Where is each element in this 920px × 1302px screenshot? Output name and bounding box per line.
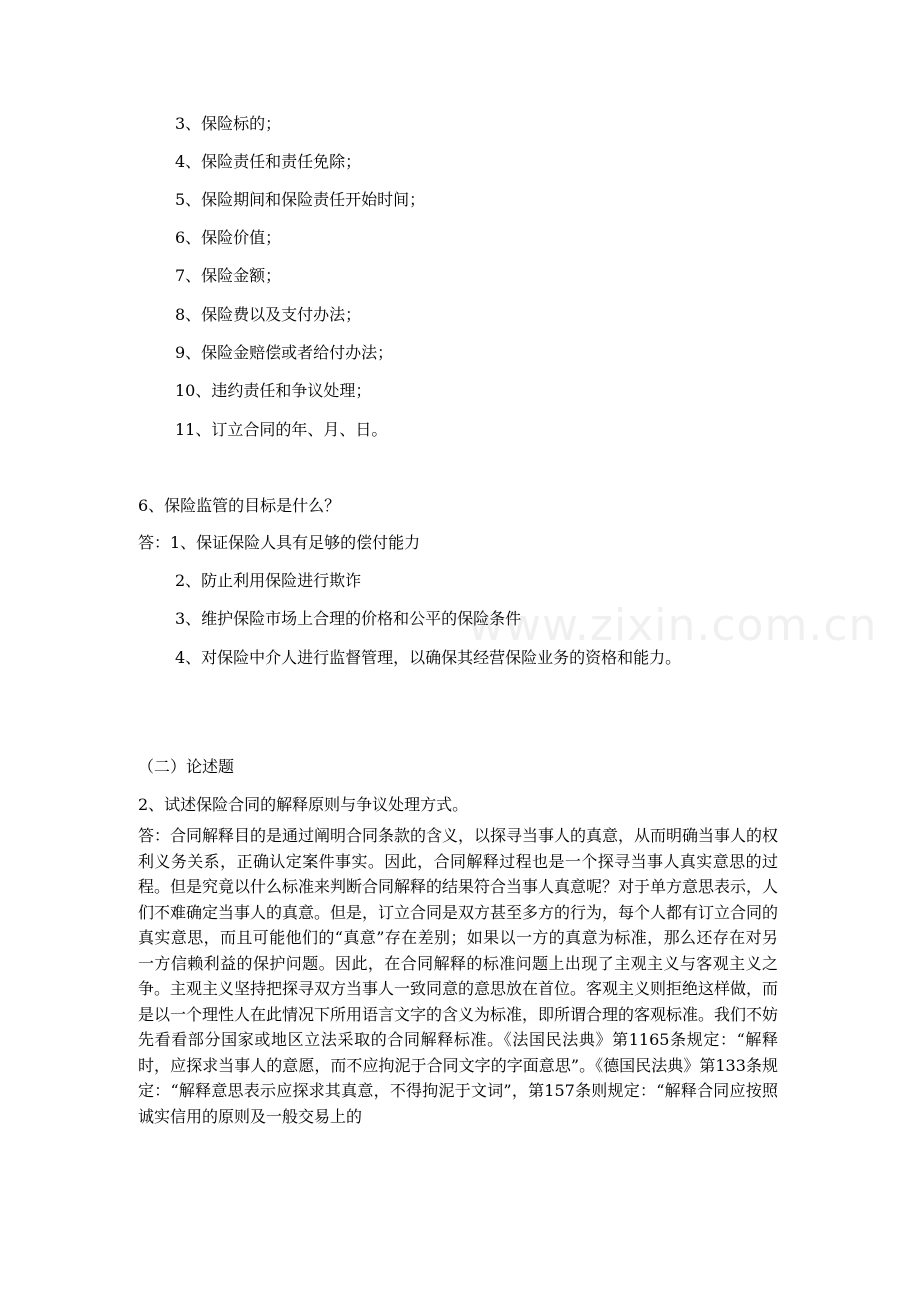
list-item: 7、保险金额；: [175, 266, 282, 285]
answer-line: 2、防止利用保险进行欺诈: [175, 571, 362, 590]
answer-line: 3、维护保险市场上合理的价格和公平的保险条件: [175, 609, 522, 628]
section-title: （二）论述题: [138, 757, 235, 776]
list-item: 6、保险价值；: [175, 228, 282, 247]
question-2-title: 2、试述保险合同的解释原则与争议处理方式。: [138, 795, 469, 814]
list-item: 9、保险金赔偿或者给付办法；: [175, 343, 394, 362]
list-item: 11、订立合同的年、月、日。: [175, 420, 388, 439]
list-item: 10、违约责任和争议处理；: [175, 381, 372, 400]
list-item: 3、保险标的；: [175, 114, 282, 133]
list-item: 8、保险费以及支付办法；: [175, 305, 362, 324]
question-6-title: 6、保险监管的目标是什么？: [138, 496, 341, 515]
answer-paragraph: 答：合同解释目的是通过阐明合同条款的含义，以探寻当事人的真意，从而明确当事人的权利义务关系，正确认定案件事实。因此，合同解释过程也是一个探寻当事人真实意思的过程。但是究竟以什么标准来判断合同解释的结果符合当事人真意呢？对于单方意思表示，人们不难确定当事人的真意。但是，订立合同是双方甚至多方的行为，每个人都有订立合同的真实意思，而且可能他们的“真意”存在差别；如果以一方的真意为标准，那么还存在对另一方信赖利益的保护问题。因此，在合同解释的标准问题上出现了主观主义与客观主义之争。主观主义坚持把探寻双方当事人一致同意的意思放在首位。客观主义则拒绝这样做，而是以一个理性人在此情况下所用语言文字的含义为标准，即所谓合理的客观标准。我们不妨先看看部分国家或地区立法采取的合同解释标准。《法国民法典》第1165条规定：“解释时，应探求当事人的意愿，而不应拘泥于合同文字的字面意思”。《德国民法典》第133条规定：“解释意思表示应探求其真意，不得拘泥于文词”，第157条则规定：“解释合同应按照诚实信用的原则及一般交易上的: [138, 826, 779, 1126]
watermark: www.zixin.com.cn: [468, 600, 878, 651]
list-item: 5、保险期间和保险责任开始时间；: [175, 190, 426, 209]
answer-line: 4、对保险中介人进行监督管理，以确保其经营保险业务的资格和能力。: [175, 648, 682, 667]
list-item: 4、保险责任和责任免除；: [175, 152, 362, 171]
answer-line: 答：1、保证保险人具有足够的偿付能力: [138, 533, 421, 552]
